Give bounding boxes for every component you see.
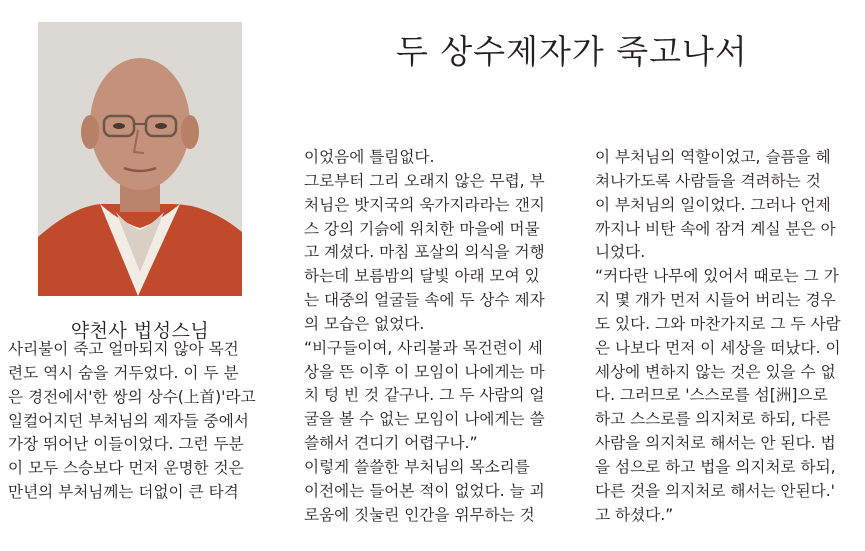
- text-line: 상을 뜬 이후 이 모임이 나에게는 마: [304, 362, 545, 381]
- text-line: 을 섬으로 하고 법을 의지처로 하되,: [595, 457, 836, 476]
- text-line: 만년의 부처님께는 더없이 큰 타격: [8, 483, 239, 502]
- text-line: 지 몇 개가 먼저 시들어 버리는 경우: [595, 291, 836, 310]
- text-line: 세상에 변하지 않는 것은 있을 수 없: [595, 362, 836, 381]
- text-line: 사리불이 죽고 얼마되지 않아 목건: [8, 340, 239, 358]
- text-line: 련도 역시 숨을 거두었다. 이 두 분: [8, 363, 239, 382]
- text-line: 로움에 짓눌린 인간을 위무하는 것: [304, 505, 535, 524]
- text-line: 이 부처님의 역할이었고, 슬픔을 헤: [595, 148, 831, 166]
- text-line: 는 대중의 얼굴들 속에 두 상수 제자: [304, 291, 545, 310]
- text-line: 사람을 의지처로 해서는 안 된다. 법: [595, 434, 836, 453]
- text-line: 고 하셨다.”: [595, 505, 674, 524]
- text-line: 쓸해서 견디기 어렵구나.”: [304, 434, 478, 453]
- text-line: 이 부처님의 일이었다. 그러나 언제: [595, 195, 831, 214]
- text-line: 도 있다. 그와 마찬가지로 그 두 사람: [595, 314, 841, 333]
- text-line: 까지나 비탄 속에 잠겨 계실 분은 아: [595, 219, 836, 238]
- text-line: 굴을 볼 수 없는 모임이 나에게는 쓸: [304, 410, 545, 429]
- article-column-2: [304, 146, 560, 528]
- text-line: 그로부터 그리 오래지 않은 무렵, 부: [304, 171, 545, 190]
- text-line: 고 계셨다. 마침 포살의 의식을 거행: [304, 243, 545, 262]
- photo-caption: 약천사 법성스님: [70, 320, 210, 342]
- text-line: 은 경전에서'한 쌍의 상수(上首)'라고: [8, 387, 256, 406]
- text-line: “커다란 나무에 있어서 때로는 그 가: [595, 267, 839, 286]
- text-line: 처님은 밧지국의 욱가지라라는 갠지: [304, 195, 545, 214]
- text-line: 하는데 보름밤의 달빛 아래 모여 있: [304, 267, 540, 286]
- text-line: 이 모두 스승보다 먼저 운명한 것은: [8, 459, 244, 478]
- text-line: 하고 스스로를 의지처로 하되, 다른: [595, 410, 831, 429]
- text-line: 이전에는 들어본 적이 없었다. 늘 괴: [304, 481, 545, 500]
- text-line: 이렇게 쓸쓸한 부처님의 목소리를: [304, 457, 530, 476]
- text-line: 은 나보다 먼저 이 세상을 떠났다. 이: [595, 338, 841, 357]
- text-line: 니었다.: [595, 243, 646, 262]
- portrait-illustration: [38, 22, 242, 296]
- article-column-3: [595, 146, 853, 528]
- text-line: 의 모습은 없었다.: [304, 314, 425, 333]
- text-line: “비구들이여, 사리불과 목건련이 세: [304, 338, 543, 357]
- text-line: 스 강의 기슭에 위치한 마을에 머물: [304, 219, 540, 238]
- text-line: 가장 뛰어난 이들이었다. 그런 두분: [8, 435, 244, 454]
- monk-portrait-photo: [38, 22, 242, 296]
- text-line: 다. 그러므로 '스스로를 섬[洲]으로: [595, 386, 828, 405]
- text-line: 일컬어지던 부처님의 제자들 중에서: [8, 411, 249, 430]
- text-line: 다른 것을 의지처로 해서는 안된다.': [595, 481, 835, 500]
- text-line: 치 텅 빈 것 같구나. 그 두 사람의 얼: [304, 386, 545, 405]
- text-line: 이었음에 틀림없다.: [304, 148, 435, 166]
- article-headline: 두 상수제자가 죽고나서: [396, 32, 748, 71]
- article-column-1: [8, 338, 273, 505]
- text-line: 쳐나가도록 사람들을 격려하는 것: [595, 171, 821, 190]
